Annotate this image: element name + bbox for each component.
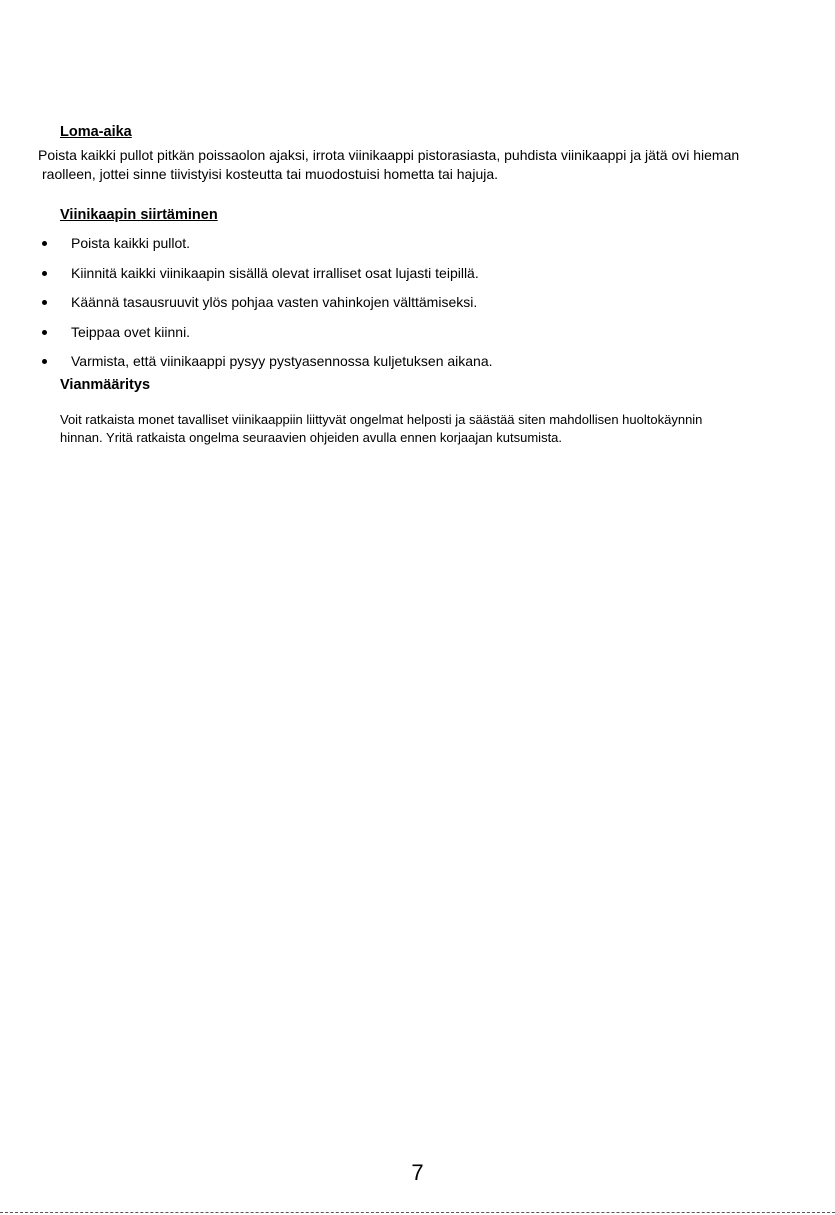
list-item-text: Poista kaikki pullot. (71, 235, 191, 251)
paragraph-vian-line-1: Voit ratkaista monet tavalliset viinikaappiin liittyvät ongelmat helposti ja säästää siten mahdollisen huoltokäynnin (60, 412, 703, 427)
list-item (38, 263, 493, 293)
paragraph-vian-line-2: hinnan. Yritä ratkaista ongelma seuraavien ohjeiden avulla ennen korjaajan kutsumista. (60, 430, 563, 445)
list-item-text: Kiinnitä kaikki viinikaapin sisällä olevat irralliset osat lujasti teipillä. (71, 264, 479, 281)
list-item-text: Varmista, että viinikaappi pysyy pystyasennossa kuljetuksen aikana. (71, 353, 493, 369)
paragraph-loma-line-2: raolleen, jottei sinne tiivistyisi kosteutta tai muodostuisi hometta tai hajuja. (42, 166, 499, 182)
heading-viinikaapin-siirtaminen: Viinikaapin siirtäminen (60, 207, 218, 223)
paragraph-loma-aika (38, 146, 828, 184)
list-item-text: Teippaa ovet kiinni. (71, 323, 191, 340)
list-item-text: Käännä tasausruuvit ylös pohjaa vasten vahinkojen välttämiseksi. (71, 294, 478, 310)
list-item (38, 233, 493, 263)
heading-loma-aika: Loma-aika (60, 124, 132, 140)
page-bottom-divider (0, 1212, 835, 1213)
bullet-icon (42, 330, 47, 335)
bullet-icon (42, 241, 47, 246)
bullet-icon (42, 359, 47, 364)
bullet-icon (42, 300, 47, 305)
bullet-list-siirtaminen (38, 233, 493, 381)
bullet-icon (42, 271, 47, 276)
page-number: 7 (411, 1160, 424, 1185)
paragraph-vianmaaritys (60, 411, 820, 447)
heading-vianmaaritys: Vianmääritys (60, 377, 151, 393)
list-item (38, 322, 493, 352)
list-item (38, 292, 493, 322)
paragraph-loma-line-1: Poista kaikki pullot pitkän poissaolon ajaksi, irrota viinikaappi pistorasiasta, puhdista viinikaappi ja jätä ovi hieman (38, 147, 740, 163)
